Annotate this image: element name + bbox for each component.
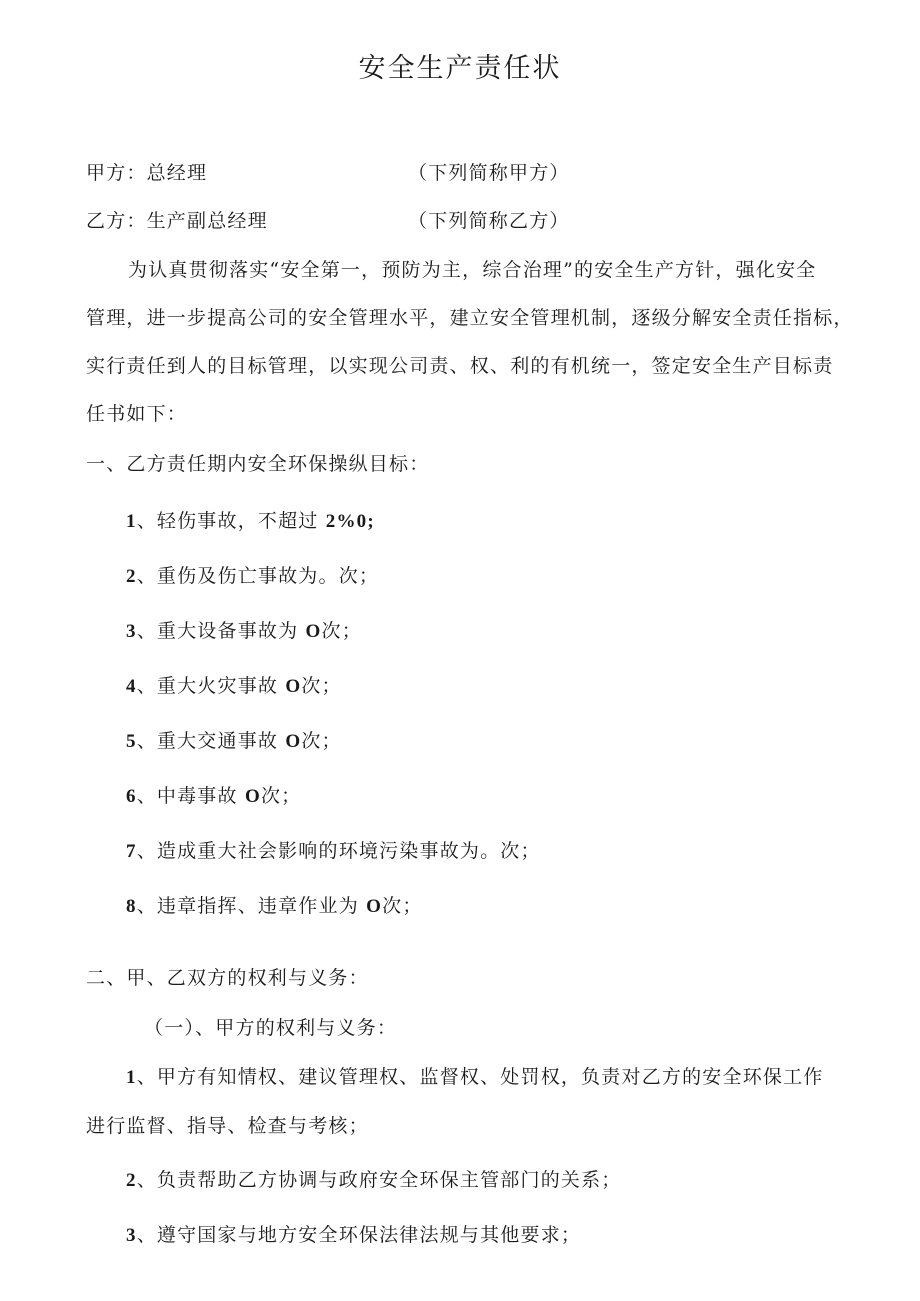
- section2-sub-heading: （一）、甲方的权利与义务：: [144, 1017, 398, 1039]
- party-b-label: 乙方：生产副总经理: [86, 210, 268, 232]
- intro-line-2: 管理，进一步提高公司的安全管理水平，建立安全管理机制，逐级分解安全责任指标，: [86, 307, 854, 329]
- list-item: [126, 1065, 824, 1090]
- item-tail: 次；: [301, 730, 342, 752]
- item-value: 2%0;: [325, 511, 375, 532]
- item-text: 、违章指挥、违章作业为: [136, 895, 367, 917]
- item-number: 2: [126, 1170, 137, 1191]
- list-item: [126, 729, 342, 754]
- item-value: O: [244, 786, 261, 807]
- list-item: [126, 619, 362, 644]
- item-tail: 次；: [321, 620, 362, 642]
- intro-line-4: 任书如下：: [86, 403, 188, 425]
- item-text: 、负责帮助乙方协调与政府安全环保主管部门的关系；: [136, 1169, 622, 1191]
- item-text: 、重大火灾事故: [136, 675, 286, 697]
- item-text: 、造成重大社会影响的环境污染事故为。次；: [136, 840, 541, 862]
- item-number: 3: [126, 621, 137, 642]
- item-value: O: [285, 676, 302, 697]
- section1-heading: 一、乙方责任期内安全环保操纵目标：: [86, 453, 430, 475]
- list-item: [126, 564, 379, 589]
- item-tail: 次；: [382, 895, 423, 917]
- item-text: 、重大交通事故: [136, 730, 286, 752]
- party-a-note: （下列简称甲方）: [408, 162, 570, 184]
- list-item: [126, 839, 541, 864]
- page-title: 安全生产责任状: [358, 53, 562, 84]
- list-item: [126, 894, 423, 919]
- item-text: 、中毒事故: [136, 785, 245, 807]
- item-text: 、重大设备事故为: [136, 620, 306, 642]
- list-item: [126, 509, 375, 534]
- list-item-continuation: 进行监督、指导、检查与考核；: [86, 1115, 369, 1137]
- item-number: 2: [126, 566, 137, 587]
- item-number: 6: [126, 786, 137, 807]
- intro-line-1: 为认真贯彻落实“安全第一，预防为主，综合治理”的安全生产方针，强化安全: [128, 259, 817, 281]
- item-number: 5: [126, 731, 137, 752]
- list-item: [126, 1168, 622, 1193]
- item-tail: 次；: [260, 785, 302, 807]
- intro-line-3: 实行责任到人的目标管理，以实现公司责、权、利的有机统一，签定安全生产目标责: [86, 355, 834, 377]
- list-item: [126, 674, 342, 699]
- item-text: 、遵守国家与地方安全环保法律法规与其他要求；: [136, 1224, 582, 1246]
- item-number: 8: [126, 896, 137, 917]
- section2-heading: 二、甲、乙双方的权利与义务：: [86, 967, 369, 989]
- item-text: 、甲方有知情权、建议管理权、监督权、处罚权，负责对乙方的安全环保工作: [136, 1066, 824, 1088]
- item-value: O: [305, 621, 322, 642]
- list-item: [126, 784, 301, 809]
- party-b-note: （下列简称乙方）: [408, 210, 570, 232]
- item-value: O: [366, 896, 383, 917]
- item-tail: 次；: [301, 675, 342, 697]
- list-item: [126, 1223, 581, 1248]
- item-number: 4: [126, 676, 137, 697]
- item-number: 1: [126, 511, 137, 532]
- item-number: 3: [126, 1225, 137, 1246]
- item-text: 、重伤及伤亡事故为。次；: [136, 565, 380, 587]
- item-number: 1: [126, 1067, 137, 1088]
- party-a-label: 甲方：总经理: [86, 162, 208, 184]
- item-text: 、轻伤事故，不超过: [136, 510, 326, 532]
- item-value: O: [285, 731, 302, 752]
- item-number: 7: [126, 841, 137, 862]
